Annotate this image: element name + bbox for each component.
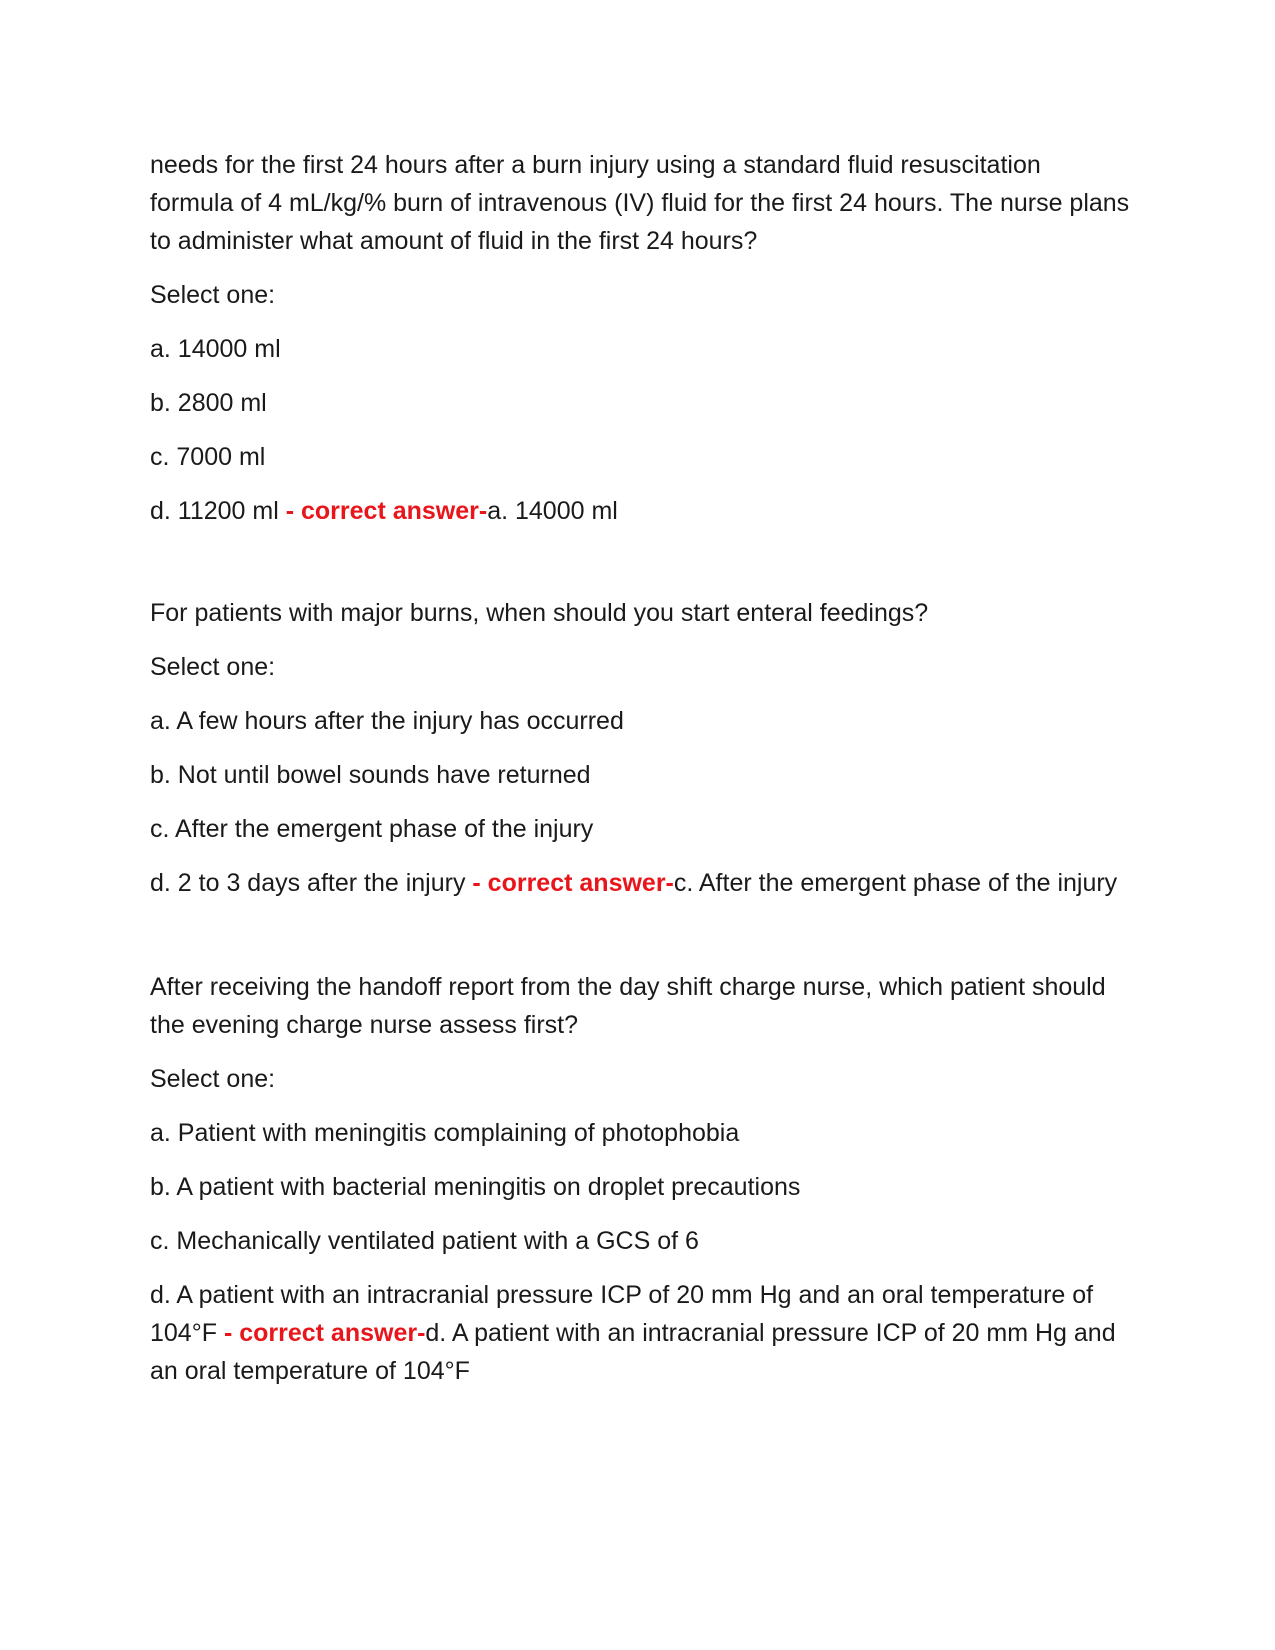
question-3 (150, 968, 1130, 1390)
select-prompt: Select one: (150, 653, 276, 681)
select-prompt: Select one: (150, 281, 276, 309)
option-a: a. A few hours after the injury has occurred (150, 707, 624, 735)
option-b: b. Not until bowel sounds have returned (150, 761, 591, 789)
spacer (150, 546, 1130, 594)
option-b: b. 2800 ml (150, 389, 267, 417)
correct-answer-marker: - correct answer- (285, 497, 488, 525)
option-a: a. Patient with meningitis complaining of photophobia (150, 1119, 740, 1147)
option-d: d. 11200 ml (150, 497, 286, 525)
option-c: c. Mechanically ventilated patient with a GCS of 6 (150, 1227, 699, 1255)
question-stem: After receiving the handoff report from the day shift charge nurse, which patient should the evening charge nurse assess first? (150, 973, 1106, 1039)
select-prompt: Select one: (150, 1065, 276, 1093)
correct-answer: c. After the emergent phase of the injury (673, 869, 1118, 897)
option-c: c. 7000 ml (150, 443, 266, 471)
option-d: d. A patient with an intracranial pressure ICP of 20 mm Hg and an oral temperature of 104°F (150, 1281, 1094, 1347)
document-page (150, 146, 1130, 1406)
correct-answer: d. A patient with an intracranial pressure ICP of 20 mm Hg and an oral temperature of 104°F (150, 1319, 1116, 1385)
question-stem: For patients with major burns, when should you start enteral feedings? (150, 599, 929, 627)
question-stem: needs for the first 24 hours after a burn injury using a standard fluid resuscitation formula of 4 mL/kg/% burn of intravenous (IV) fluid for the first 24 hours. The nurse plans to administer what amount of fluid in the first 24 hours? (150, 151, 1130, 255)
correct-answer-marker: - correct answer- (472, 869, 674, 897)
option-d-with-answer (150, 492, 1130, 530)
question-1 (150, 146, 1130, 530)
option-d: d. 2 to 3 days after the injury (150, 869, 473, 897)
option-c: c. After the emergent phase of the injury (150, 815, 594, 843)
correct-answer: a. 14000 ml (487, 497, 618, 525)
spacer (150, 918, 1130, 968)
option-d-with-answer (150, 1276, 1130, 1390)
correct-answer-marker: - correct answer- (223, 1319, 426, 1347)
question-2 (150, 594, 1130, 902)
option-a: a. 14000 ml (150, 335, 281, 363)
option-b: b. A patient with bacterial meningitis on droplet precautions (150, 1173, 801, 1201)
option-d-with-answer (150, 864, 1130, 902)
